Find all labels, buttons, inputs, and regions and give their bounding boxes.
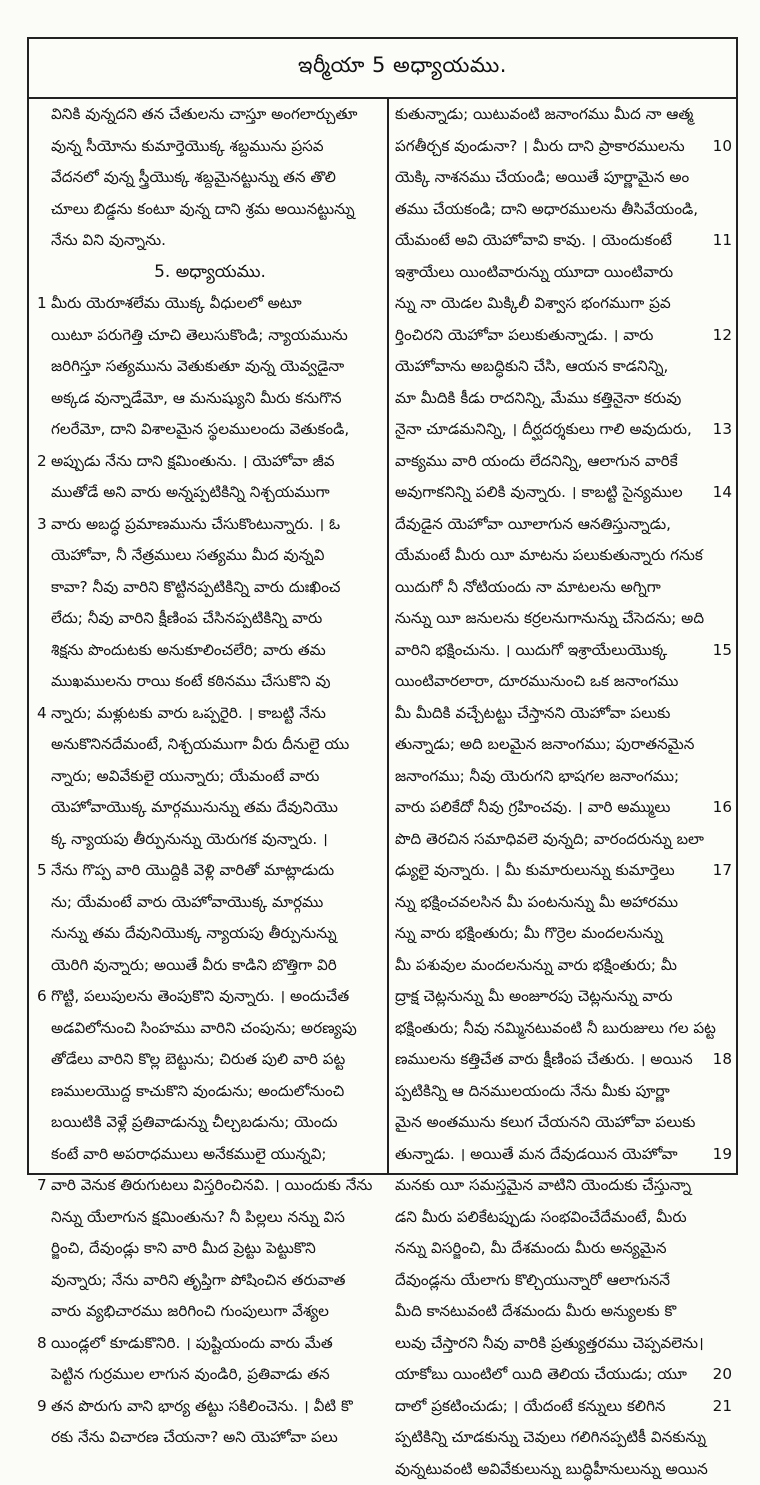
text-line (395, 1202, 732, 1234)
line-text: నన్ను విసర్జించి, మీ దేశమందు మీరు అన్యమైన (395, 1239, 666, 1257)
text-line (395, 1013, 732, 1045)
text-line (37, 824, 383, 856)
verse-number: 14 (710, 477, 732, 509)
verse-number: 8 (37, 1328, 51, 1360)
text-line (395, 1170, 732, 1202)
text-line (37, 1296, 383, 1328)
line-text: వారు వ్యభిచారము జరిగించి గుంపులుగా వేశ్యల (51, 1302, 329, 1320)
text-line (37, 635, 383, 667)
text-line (395, 1454, 732, 1485)
line-text: యింటివారలారా, దూరమునుంచి ఒక జనాంగము (395, 672, 678, 690)
verse-number: 5 (37, 855, 51, 887)
text-line (395, 446, 732, 478)
text-line (37, 666, 383, 698)
text-line (395, 1076, 732, 1108)
line-text: దేవుండ్లను యేలాగు కొల్చియున్నారో ఆలాగుననే (395, 1271, 670, 1289)
line-text: యాకోబు యింటిలో యిది తెలియ చేయుడు; యూ (395, 1365, 687, 1383)
text-line (37, 1422, 383, 1454)
text-line (395, 981, 732, 1013)
text-line (395, 257, 732, 289)
line-text: వారు అబద్ధ ప్రమాణమును చేసుకొంటున్నారు. । ఓ (51, 515, 340, 533)
verse-number: 7 (37, 1170, 51, 1202)
line-text: అడవిలోనుంచి సింహము వారిని చంపును; అరణ్యపు (51, 1019, 357, 1037)
line-text: అప్పుడు నేను దాని క్షమింతును. । యెహోవా జీవ (51, 452, 335, 470)
text-line (37, 162, 383, 194)
text-line (395, 540, 732, 572)
line-text: మా మీదికి కీడు రాదనిన్ని, మేము కత్తినైనా కరువు (395, 389, 681, 407)
line-text: వాక్యము వారి యందు లేదనిన్ని, ఆలాగున వారికే (395, 452, 678, 470)
line-text: యెరిగి వున్నారు; అయితే వీరు కాడిని బొత్తిగా విరి (51, 956, 337, 974)
line-text: అక్కడ వున్నాడేమో, ఆ మనుష్యుని మీరు కనుగొన (51, 389, 341, 407)
text-line (37, 1359, 383, 1391)
text-line (37, 1328, 383, 1360)
line-text: దాలో ప్రకటించుడు; । యేదంటే కన్నులు కలిగిన (395, 1397, 666, 1415)
text-line (395, 792, 732, 824)
text-line (395, 131, 732, 163)
verse-number: 16 (710, 792, 732, 824)
line-text: యిటూ పరుగెత్తి చూచి తెలుసుకొండి; న్యాయమును (51, 326, 348, 344)
line-text: 5. అధ్యాయము. (154, 262, 266, 282)
text-line (37, 918, 383, 950)
line-text: లువు చేస్తారని నీవు వారికి ప్రత్యుత్తరము చెప్పవలెను। (395, 1334, 704, 1352)
text-line (37, 99, 383, 131)
text-line (395, 288, 732, 320)
text-line (37, 761, 383, 793)
line-text: నేను గొప్ప వారి యొద్దికి వెళ్లి వారితో మాట్లాడుదు (51, 861, 334, 879)
line-text: యెహోవాను అబద్ధికుని చేసి, ఆయన కాడనిన్ని, (395, 357, 668, 375)
text-line (37, 446, 383, 478)
text-line (395, 1391, 732, 1423)
text-line (395, 1139, 732, 1171)
line-text: ణములయొద్ద కాచుకొని వుండును; అందులోనుంచి (51, 1082, 344, 1100)
line-text: ప్పటికిన్ని చూడకున్ను చెవులు గలిగినప్పటికీ వినకున్ను (395, 1428, 706, 1446)
verse-number: 21 (710, 1391, 732, 1423)
verse-number: 17 (710, 855, 732, 887)
line-text: ముఖములను రాయి కంటే కఠినము చేసుకొని వు (51, 672, 331, 690)
text-line (37, 383, 383, 415)
line-text: యేమంటే మీరు యీ మాటను పలుకుతున్నారు గనుక (395, 546, 703, 564)
text-line (37, 603, 383, 635)
line-text: న్ను భక్షించవలసిన మీ పంటనున్ను మీ అహారము (395, 893, 678, 911)
text-columns (29, 99, 736, 1175)
text-line (395, 99, 732, 131)
text-line (395, 477, 732, 509)
line-text: మైన అంతమును కలుగ చేయనని యెహోవా పలుకు (395, 1113, 695, 1131)
line-text: వారు పలికేదో నీవు గ్రహించవు. । వారి అమ్ములు (395, 798, 670, 816)
line-text: నిన్ను యేలాగున క్షమింతును? నీ పిల్లలు నన్ను విస (51, 1208, 345, 1226)
line-text: ణములను కత్తిచేత వారు క్షీణింప చేతురు. । అయిన (395, 1050, 693, 1068)
verse-number: 12 (710, 320, 732, 352)
line-text: ప్పటికిన్ని ఆ దినములయందు నేను మీకు పూర్ణా (395, 1082, 670, 1100)
line-text: న్ను నా యెడల మిక్కిలీ విశ్వాస భంగముగా ప్రవ (395, 294, 671, 312)
text-line (37, 698, 383, 730)
verse-number: 19 (710, 1139, 732, 1171)
line-text: పెట్టిన గుర్రముల లాగున వుండిరి, ప్రతివాడు తన (51, 1365, 330, 1383)
text-line (37, 194, 383, 226)
text-line (37, 1107, 383, 1139)
text-line (395, 225, 732, 257)
text-line (395, 194, 732, 226)
column-divider (387, 99, 389, 1175)
text-line (37, 225, 383, 257)
line-text: ఢ్యులై వున్నారు. । మీ కుమారులున్ను కుమార్తెలు (395, 861, 675, 879)
text-line (395, 855, 732, 887)
page-header (29, 39, 736, 99)
text-line (37, 981, 383, 1013)
line-text: కంటే వారి అపరాధములు అనేకములై యున్నవి; (51, 1145, 327, 1163)
line-text: పగతీర్చక వుండునా? । మీరు దాని ప్రాకారములను (395, 137, 685, 155)
text-line (37, 1265, 383, 1297)
verse-number: 20 (710, 1359, 732, 1391)
line-text: నున్ను తమ దేవునియొక్క న్యాయపు తీర్పునున్ను (51, 924, 337, 942)
text-line (37, 509, 383, 541)
text-line (37, 414, 383, 446)
line-text: ద్రాక్ష చెట్లనున్ను మీ అంజూరపు చెట్లనున్ను వారు (395, 987, 672, 1005)
verse-number: 15 (710, 635, 732, 667)
line-text: మీది కానటువంటి దేశమందు మీరు అన్యులకు కొ (395, 1302, 676, 1320)
text-line (395, 1107, 732, 1139)
verse-number: 13 (710, 414, 732, 446)
verse-number: 18 (710, 1044, 732, 1076)
text-line (395, 1044, 732, 1076)
text-line (395, 729, 732, 761)
verse-number: 11 (710, 225, 732, 257)
text-line (395, 1359, 732, 1391)
line-text: తము చేయకండి; దాని అధారములను తీసివేయండి, (395, 200, 698, 218)
text-line (395, 887, 732, 919)
line-text: అవుగాకనిన్ని పలికి వున్నారు. । కాబట్టి సైన్యముల (395, 483, 683, 501)
line-text: యెహోవా, నీ నేత్రములు సత్యము మీద వున్నవి (51, 546, 324, 564)
text-line (37, 1391, 383, 1423)
verse-number: 3 (37, 509, 51, 541)
line-text: వినికి వున్నదని తన చేతులను చాస్తూ అంగలార్చుతూ (51, 105, 357, 123)
line-text: తోడేలు వారిని కొల్ల బెట్టును; చిరుత పులి వారి పట్ట (51, 1050, 345, 1068)
text-line (395, 162, 732, 194)
text-line (395, 666, 732, 698)
line-text: చూలు బిడ్డను కంటూ వున్న దాని శ్రమ అయినట్టున్ను (51, 200, 355, 218)
line-text: ఇశ్రాయేలు యింటివారున్ను యూదా యింటివారు (395, 263, 673, 281)
text-line (395, 824, 732, 856)
text-line (37, 320, 383, 352)
line-text: గొట్టి, పలుపులను తెంపుకొని వున్నారు. । అందుచేత (51, 987, 349, 1005)
line-text: తన పొరుగు వాని భార్య తట్టు సకిలించెను. । వీటి కొ (51, 1397, 353, 1415)
verse-number: 1 (37, 288, 51, 320)
text-line (395, 635, 732, 667)
scripture-page (27, 37, 738, 1175)
text-line (37, 477, 383, 509)
line-text: అనుకొనినదేమంటే, నిశ్చయముగా వీరు దీనులై యు (51, 735, 349, 753)
text-line (37, 1170, 383, 1202)
text-line (37, 950, 383, 982)
line-text: వారిని భక్షించును. । యిదుగో ఇశ్రాయేలుయొక్క (395, 641, 667, 659)
text-line (395, 509, 732, 541)
text-line (37, 1044, 383, 1076)
page-title: ఇర్మీయా 5 అధ్యాయము. (298, 53, 507, 83)
text-line (37, 1139, 383, 1171)
line-text: పొది తెరచిన సమాధివలె వున్నది; వారందరున్ను బలా (395, 830, 704, 848)
text-line (395, 1328, 732, 1360)
line-text: తున్నాడు. । అయితే మన దేవుడయిన యెహోవా (395, 1145, 678, 1163)
line-text: దేవుడైన యెహోవా యీలాగున ఆనతిస్తున్నాడు, (395, 515, 671, 533)
line-text: మీ పశువుల మందలనున్ను వారు భక్షింతురు; మీ (395, 956, 677, 974)
line-text: యిదుగో నీ నోటియందు నా మాటలను అగ్నిగా (395, 578, 661, 596)
line-text: తున్నాడు; అది బలమైన జనాంగము; పురాతనమైన (395, 735, 694, 753)
line-text: వున్నటువంటి అవివేకులున్ను బుద్ధిహీనులున్ను అయిన (395, 1460, 708, 1478)
text-line (395, 1422, 732, 1454)
line-text: మనకు యీ సమస్తమైన వాటిని యెందుకు చేస్తున్నా (395, 1176, 691, 1194)
text-line (395, 698, 732, 730)
text-line (37, 572, 383, 604)
line-text: నున్ను యీ జనులను కర్రలనుగానున్ను చేసెదను; అది (395, 609, 704, 627)
text-line (395, 761, 732, 793)
line-text: ను; యేమంటే వారు యెహోవాయొక్క మార్గము (51, 893, 323, 911)
line-text: వున్న సీయోను కుమార్తెయొక్క శబ్దమును ప్రసవ (51, 137, 324, 155)
text-line (395, 351, 732, 383)
line-text: బయిటికి వెళ్లే ప్రతివాడున్ను చీల్చబడును; యెందు (51, 1113, 337, 1131)
line-text: ర్జించి, దేవుండ్లు కాని వారి మీద ప్రెట్టు పెట్టుకొని (51, 1239, 316, 1257)
line-text: న్నారు; అవివేకులై యున్నారు; యేమంటే వారు (51, 767, 319, 785)
text-line (37, 288, 383, 320)
line-text: కావా? నీవు వారిని కొట్టినప్పటికిన్ని వారు దుఃఖించ (51, 578, 340, 596)
text-line (37, 855, 383, 887)
verse-number: 10 (710, 131, 732, 163)
text-line (395, 572, 732, 604)
text-line (395, 918, 732, 950)
text-line (37, 131, 383, 163)
text-line (395, 950, 732, 982)
verse-number: 9 (37, 1391, 51, 1423)
text-line (37, 792, 383, 824)
line-text: మీ మీదికి వచ్చేటట్టు చేస్తానని యెహోవా పలుకు (395, 704, 670, 722)
text-line (395, 1296, 732, 1328)
text-line (37, 1233, 383, 1265)
line-text: యేమంటే అవి యెహోవావి కావు. । యెందుకంటే (395, 231, 672, 249)
line-text: భక్షింతురు; నీవు నమ్మినటువంటి నీ బురుజులు గల పట్ట (395, 1019, 716, 1037)
line-text: ర్తించిరని యెహోవా పలుకుతున్నాడు. । వారు (395, 326, 653, 344)
line-text: లేదు; నీవు వారిని క్షీణింప చేసినప్పటికిన్ని వారు (51, 609, 322, 627)
line-text: యెహోవాయొక్క మార్గమునున్ను తమ దేవునియొ (51, 798, 338, 816)
verse-number: 6 (37, 981, 51, 1013)
line-text: న్ను వారు భక్షింతురు; మీ గొర్రెల మందలనున్ను (395, 924, 663, 942)
line-text: జనాంగము; నీవు యెరుగని భాషగల జనాంగము; (395, 767, 679, 785)
text-line (395, 603, 732, 635)
line-text: న్నారు; మళ్లుటకు వారు ఒప్పరైరి. । కాబట్టి నేను (51, 704, 326, 722)
text-line (395, 414, 732, 446)
line-text: యిండ్లలో కూడుకొనిరి. । పుష్టియందు వారు మేత (51, 1334, 333, 1352)
line-text: శిక్షను పొందుటకు అనుకూలించలేరి; వారు తమ (51, 641, 326, 659)
line-text: వారి వెనుక తిరుగుటలు విస్తరించినవి. । యిందుకు నేను (51, 1176, 372, 1194)
verse-number: 4 (37, 698, 51, 730)
text-line (37, 1076, 383, 1108)
line-text: యెక్కి నాశనము చేయండి; అయితే పూర్ణామైన అం (395, 168, 689, 186)
text-line (37, 887, 383, 919)
line-text: జరిగిస్తూ సత్యమును వెతుకుతూ వున్న యెవ్వడైనా (51, 357, 344, 375)
verse-number: 2 (37, 446, 51, 478)
text-line (37, 1013, 383, 1045)
text-line (37, 1202, 383, 1234)
line-text: రకు నేను విచారణ చేయనా? అని యెహోవా పలు (51, 1428, 338, 1446)
line-text: ముతోడే అని వారు అన్నప్పటికిన్ని నిశ్చయముగా (51, 483, 330, 501)
text-line (395, 1265, 732, 1297)
right-column (395, 99, 732, 1175)
text-line (395, 1233, 732, 1265)
line-text: గలరేమో, దాని విశాలమైన స్థలములందు వెతుకండి, (51, 420, 349, 438)
line-text: నేను విని వున్నాను. (51, 231, 166, 249)
line-text: నైనా చూడమనిన్ని, । దీర్ఘదర్శకులు గాలి అవుదురు, (395, 420, 692, 438)
line-text: కుతున్నాడు; యిటువంటి జనాంగము మీద నా ఆత్మ (395, 105, 693, 123)
text-line (395, 320, 732, 352)
left-column (37, 99, 383, 1175)
text-line (395, 383, 732, 415)
line-text: క్క న్యాయపు తీర్పునున్ను యెరుగక వున్నారు. । (51, 830, 328, 848)
text-line (37, 729, 383, 761)
line-text: మీరు యెరూశలేమ యొక్క వీధులలో అటూ (51, 294, 302, 312)
line-text: వున్నారు; నేను వారిని తృప్తిగా పోషించిన తరువాత (51, 1271, 345, 1289)
text-line (37, 351, 383, 383)
line-text: వేదనలో వున్న స్త్రీయొక్క శబ్దమైనట్టున్ను తన తొలి (51, 168, 336, 186)
text-line (37, 540, 383, 572)
line-text: డని మీరు పలికేటప్పుడు సంభవించేదేమంటే, మీరు (395, 1208, 687, 1226)
chapter-heading (37, 257, 383, 289)
